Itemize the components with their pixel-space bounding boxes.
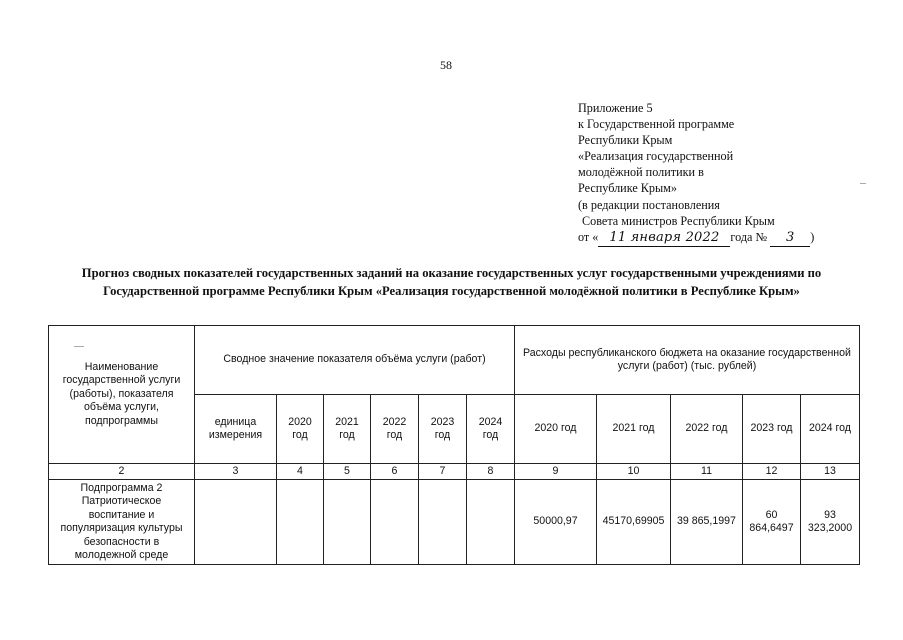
- column-number: 8: [467, 464, 515, 480]
- volume-group-header: Сводное значение показателя объёма услуги (работ): [195, 326, 515, 395]
- expense-col-header: 2021 год: [597, 395, 671, 464]
- column-number: 7: [419, 464, 467, 480]
- volume-col-header: единица измерения: [195, 395, 277, 464]
- volume-cell: [195, 480, 277, 565]
- expense-cell: 60 864,6497: [743, 480, 801, 565]
- column-number: 11: [671, 464, 743, 480]
- volume-col-header: 2023 год: [419, 395, 467, 464]
- annex-line: молодёжной политики в: [578, 165, 704, 180]
- table-row: [49, 480, 860, 565]
- column-number: 9: [515, 464, 597, 480]
- expense-cell: 45170,69905: [597, 480, 671, 565]
- column-number: 13: [801, 464, 860, 480]
- volume-col-header: 2022 год: [371, 395, 419, 464]
- date-suffix: года №: [730, 229, 768, 244]
- expense-col-header: 2022 год: [671, 395, 743, 464]
- handwritten-number: 3: [770, 230, 810, 247]
- column-number: 5: [324, 464, 371, 480]
- column-number: 2: [49, 464, 195, 480]
- column-number: 10: [597, 464, 671, 480]
- volume-cell: [277, 480, 324, 565]
- page-number: 58: [440, 58, 452, 72]
- volume-cell: [371, 480, 419, 565]
- scan-smudge: [860, 183, 866, 184]
- closing-paren: ): [810, 229, 815, 244]
- column-number: 6: [371, 464, 419, 480]
- volume-col-header: 2020 год: [277, 395, 324, 464]
- volume-cell: [324, 480, 371, 565]
- name-column-header: Наименование государственной услуги (работы), показателя объёма услуги, подпрограммы: [49, 326, 195, 464]
- expense-cell: 39 865,1997: [671, 480, 743, 565]
- expense-col-header: 2023 год: [743, 395, 801, 464]
- volume-cell: [467, 480, 515, 565]
- date-prefix: от «: [578, 229, 599, 244]
- column-number: 4: [277, 464, 324, 480]
- column-number: 12: [743, 464, 801, 480]
- expense-cell: 50000,97: [515, 480, 597, 565]
- document-title: Прогноз сводных показателей государственных заданий на оказание государственных услуг государственными учреждениями по Государственной программе Республики Крым «Реализация государственной молодёжной политики в Республике Крым»: [81, 266, 822, 298]
- annex-line: Республики Крым: [578, 133, 673, 148]
- annex-line: Республике Крым»: [578, 181, 677, 196]
- expense-col-header: 2024 год: [801, 395, 860, 464]
- expense-cell: 93 323,2000: [801, 480, 860, 565]
- subprogram-name: Подпрограмма 2 Патриотическое воспитание и популяризация культуры безопасности в молодежной среде: [49, 480, 195, 565]
- volume-cell: [419, 480, 467, 565]
- expense-col-header: 2020 год: [515, 395, 597, 464]
- volume-col-header: 2021 год: [324, 395, 371, 464]
- column-number: 3: [195, 464, 277, 480]
- header-row-groups: [49, 326, 860, 395]
- annex-line: «Реализация государственной: [578, 149, 734, 164]
- forecast-table: [48, 325, 860, 565]
- annex-line: к Государственной программе: [578, 117, 735, 132]
- column-number-row: [49, 464, 860, 480]
- volume-col-header: 2024 год: [467, 395, 515, 464]
- expense-group-header: Расходы республиканского бюджета на оказание государственной услуги (работ) (тыс. рублей): [515, 326, 860, 395]
- annex-line: (в редакции постановления: [578, 197, 720, 212]
- handwritten-date: 11 января 2022: [598, 230, 730, 247]
- annex-date-line: [578, 229, 814, 247]
- annex-line: Совета министров Республики Крым: [582, 213, 775, 228]
- scan-smudge: [74, 346, 84, 347]
- annex-header: [578, 100, 814, 247]
- annex-line: Приложение 5: [578, 101, 653, 115]
